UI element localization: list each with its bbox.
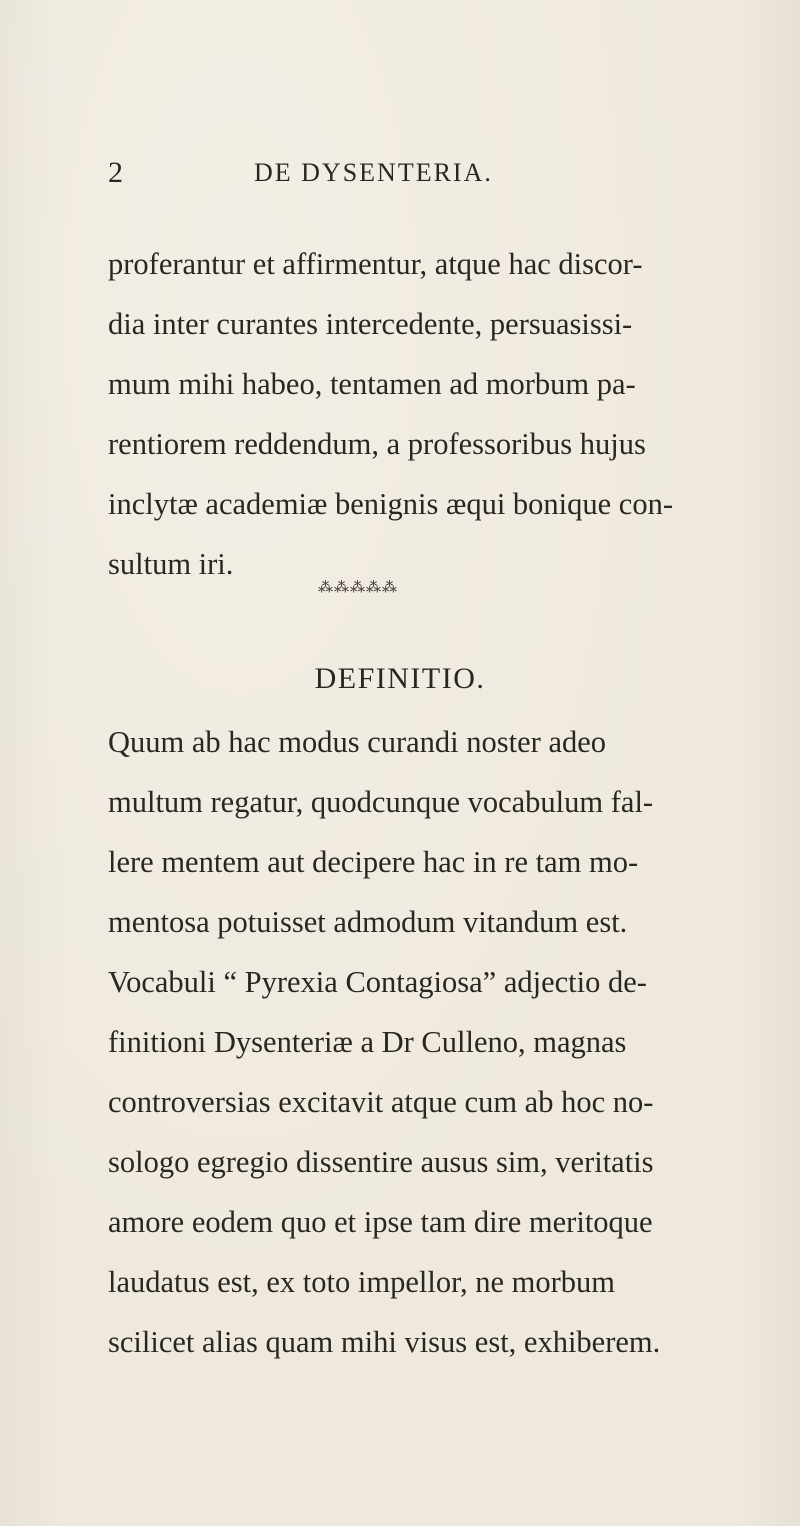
text-line: controversias excitavit atque cum ab hoc no- (108, 1085, 654, 1119)
text-line: mum mihi habeo, tentamen ad morbum pa- (108, 367, 636, 401)
running-title: DE DYSENTERIA. (254, 158, 493, 187)
text-line: amore eodem quo et ipse tam dire meritoque (108, 1205, 653, 1239)
text-line: proferantur et affirmentur, atque hac discor- (108, 247, 643, 281)
running-head (108, 150, 728, 190)
text-line: multum regatur, quodcunque vocabulum fal- (108, 785, 654, 819)
paragraph-intro (108, 234, 698, 594)
text-line: finitioni Dysenteriæ a Dr Culleno, magnas (108, 1025, 627, 1059)
paragraph-definitio (108, 712, 698, 1372)
page-number: 2 (108, 156, 123, 189)
text-line: mentosa potuisset admodum vitandum est. (108, 905, 628, 939)
text-line: Quum ab hac modus curandi noster adeo (108, 725, 607, 759)
text-line: laudatus est, ex toto impellor, ne morbum (108, 1265, 616, 1299)
text-line: lere mentem aut decipere hac in re tam mo- (108, 845, 639, 879)
text-line: Vocabuli “ Pyrexia Contagiosa” adjectio de- (108, 965, 647, 999)
section-ornament: ⁂⁂⁂⁂⁂ (318, 580, 398, 596)
text-line: rentiorem reddendum, a professoribus hujus (108, 427, 646, 461)
text-line: sultum iri. (108, 547, 234, 581)
text-line: sologo egregio dissentire ausus sim, veritatis (108, 1145, 654, 1179)
text-line: inclytæ academiæ benignis æqui bonique con- (108, 487, 673, 521)
text-line: dia inter curantes intercedente, persuasissi- (108, 307, 633, 341)
section-heading: DEFINITIO. (314, 662, 486, 695)
text-line: scilicet alias quam mihi visus est, exhiberem. (108, 1325, 661, 1359)
